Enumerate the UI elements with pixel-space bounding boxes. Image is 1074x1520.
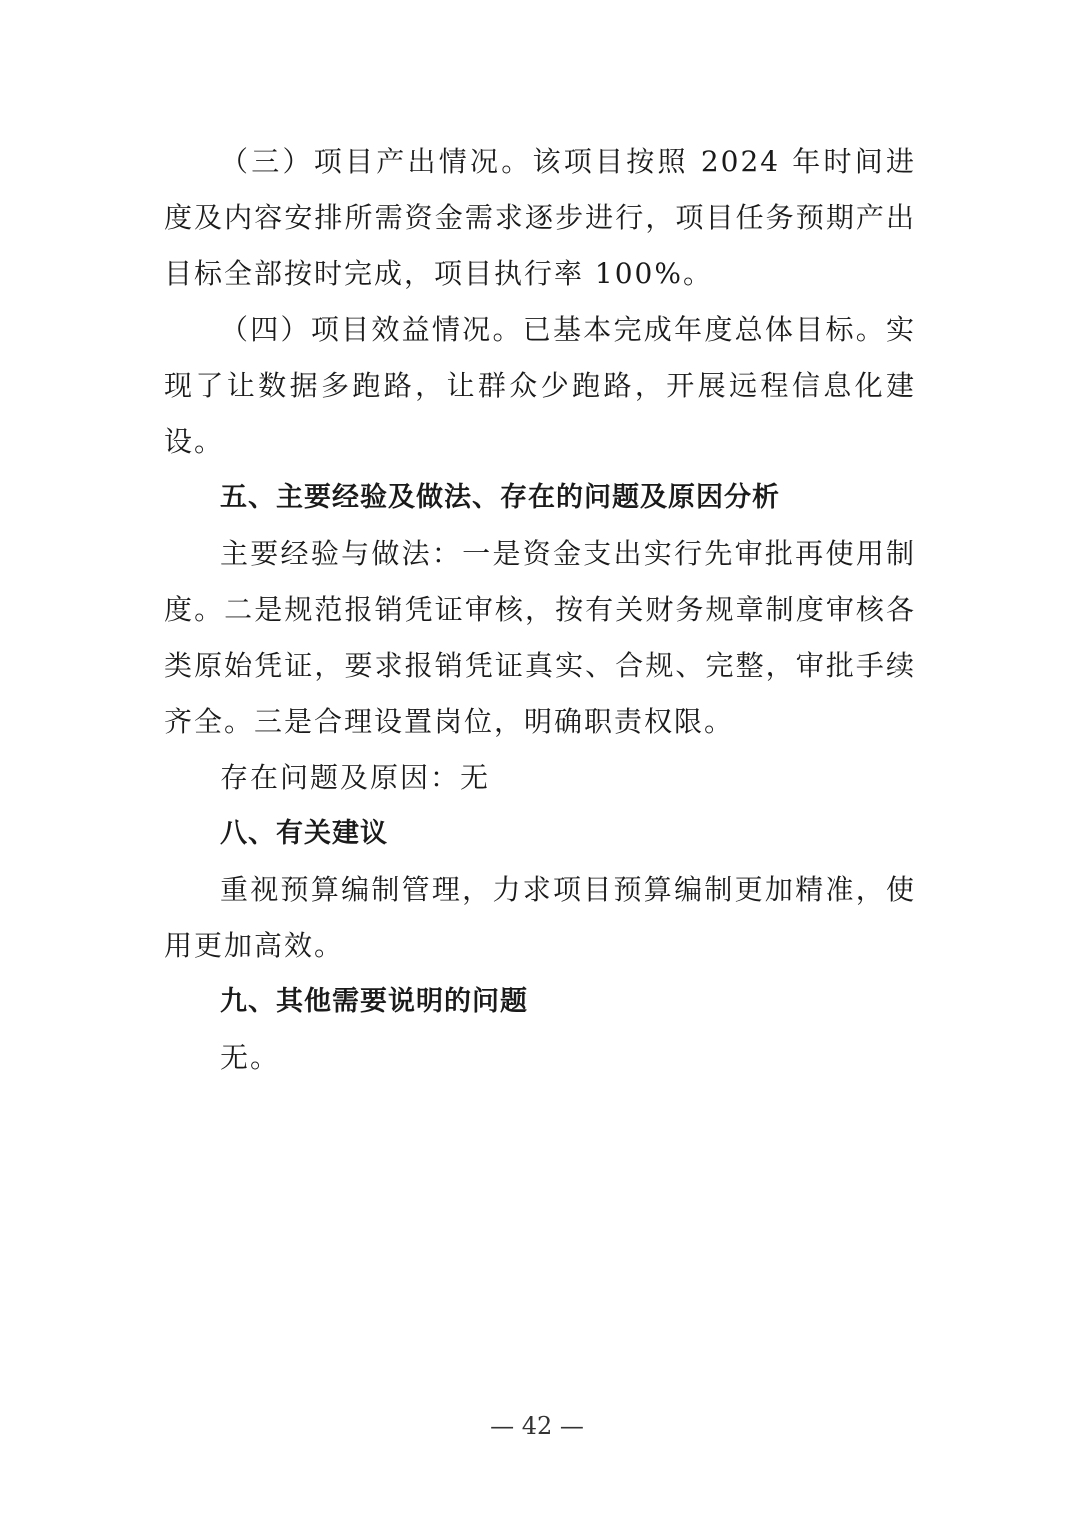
paragraph-project-benefit: （四）项目效益情况。已基本完成年度总体目标。实现了让数据多跑路，让群众少跑路，开展远程信息化建设。 <box>164 313 916 458</box>
paragraph-existing-problems: 存在问题及原因：无 <box>220 761 491 794</box>
page-number: — 42 — <box>490 1412 584 1440</box>
paragraph-project-output: （三）项目产出情况。该项目按照 2024 年时间进度及内容安排所需资金需求逐步进行，项目任务预期产出目标全部按时完成，项目执行率 100%。 <box>164 145 916 290</box>
paragraph-other-issues: 无。 <box>220 1041 281 1074</box>
document-body <box>164 134 916 1086</box>
paragraph-main-experience: 主要经验与做法：一是资金支出实行先审批再使用制度。二是规范报销凭证审核，按有关财务规章制度审核各类原始凭证，要求报销凭证真实、合规、完整，审批手续齐全。三是合理设置岗位，明确职责权限。 <box>164 537 916 738</box>
paragraph-suggestions: 重视预算编制管理，力求项目预算编制更加精准，使用更加高效。 <box>164 873 916 962</box>
heading-suggestions: 八、有关建议 <box>220 818 388 849</box>
heading-experience-problems: 五、主要经验及做法、存在的问题及原因分析 <box>220 482 780 513</box>
heading-other-issues: 九、其他需要说明的问题 <box>220 986 528 1017</box>
